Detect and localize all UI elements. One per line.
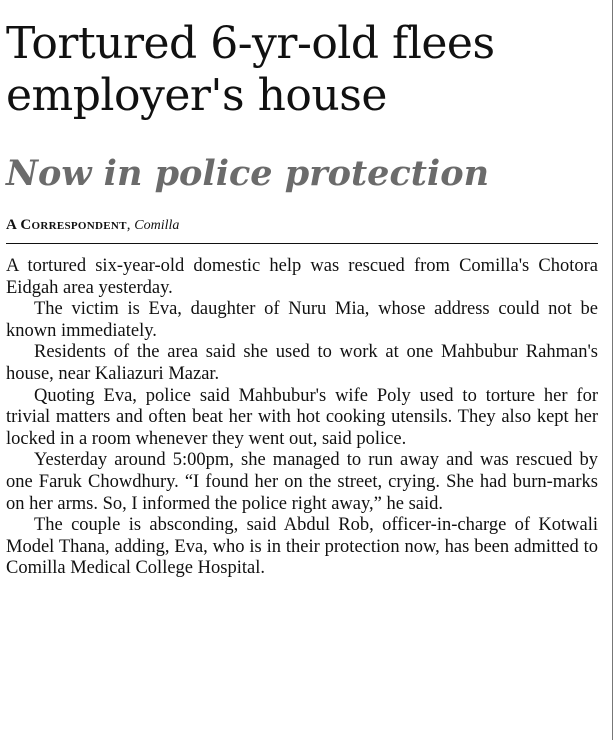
byline-divider [6,243,598,244]
byline-location: Comilla [134,218,180,233]
byline-separator: , [126,217,135,233]
article-paragraph: A tortured six-year-old domestic help was rescued from Comilla's Chotora Eidgah area yesterday. [6,256,598,298]
byline-author: A Correspondent [6,217,127,233]
article-body [6,256,598,580]
subheadline: Now in police protection [6,153,490,194]
article-paragraph: Residents of the area said she used to work at one Mahbubur Rahman's house, near Kaliazuri Mazar. [6,342,598,384]
article-paragraph: Yesterday around 5:00pm, she managed to run away and was rescued by one Faruk Chowdhury. “I found her on the street, crying. She had burn-marks on her arms. So, I informed the police right away,” he said. [6,450,598,514]
article-paragraph: Quoting Eva, police said Mahbubur's wife Poly used to torture her for trivial matters and often beat her with hot cooking utensils. They also kept her locked in a room whenever they went out, said police. [6,385,598,449]
byline [6,216,179,235]
column-rule [612,0,613,740]
article-paragraph: The victim is Eva, daughter of Nuru Mia, whose address could not be known immediately. [6,299,598,341]
article-paragraph: The couple is absconding, said Abdul Rob, officer-in-charge of Kotwali Model Thana, adding, Eva, who is in their protection now, has been admitted to Comilla Medical College Hospital. [6,515,598,579]
headline: Tortured 6-yr-old flees employer's house [6,18,495,121]
